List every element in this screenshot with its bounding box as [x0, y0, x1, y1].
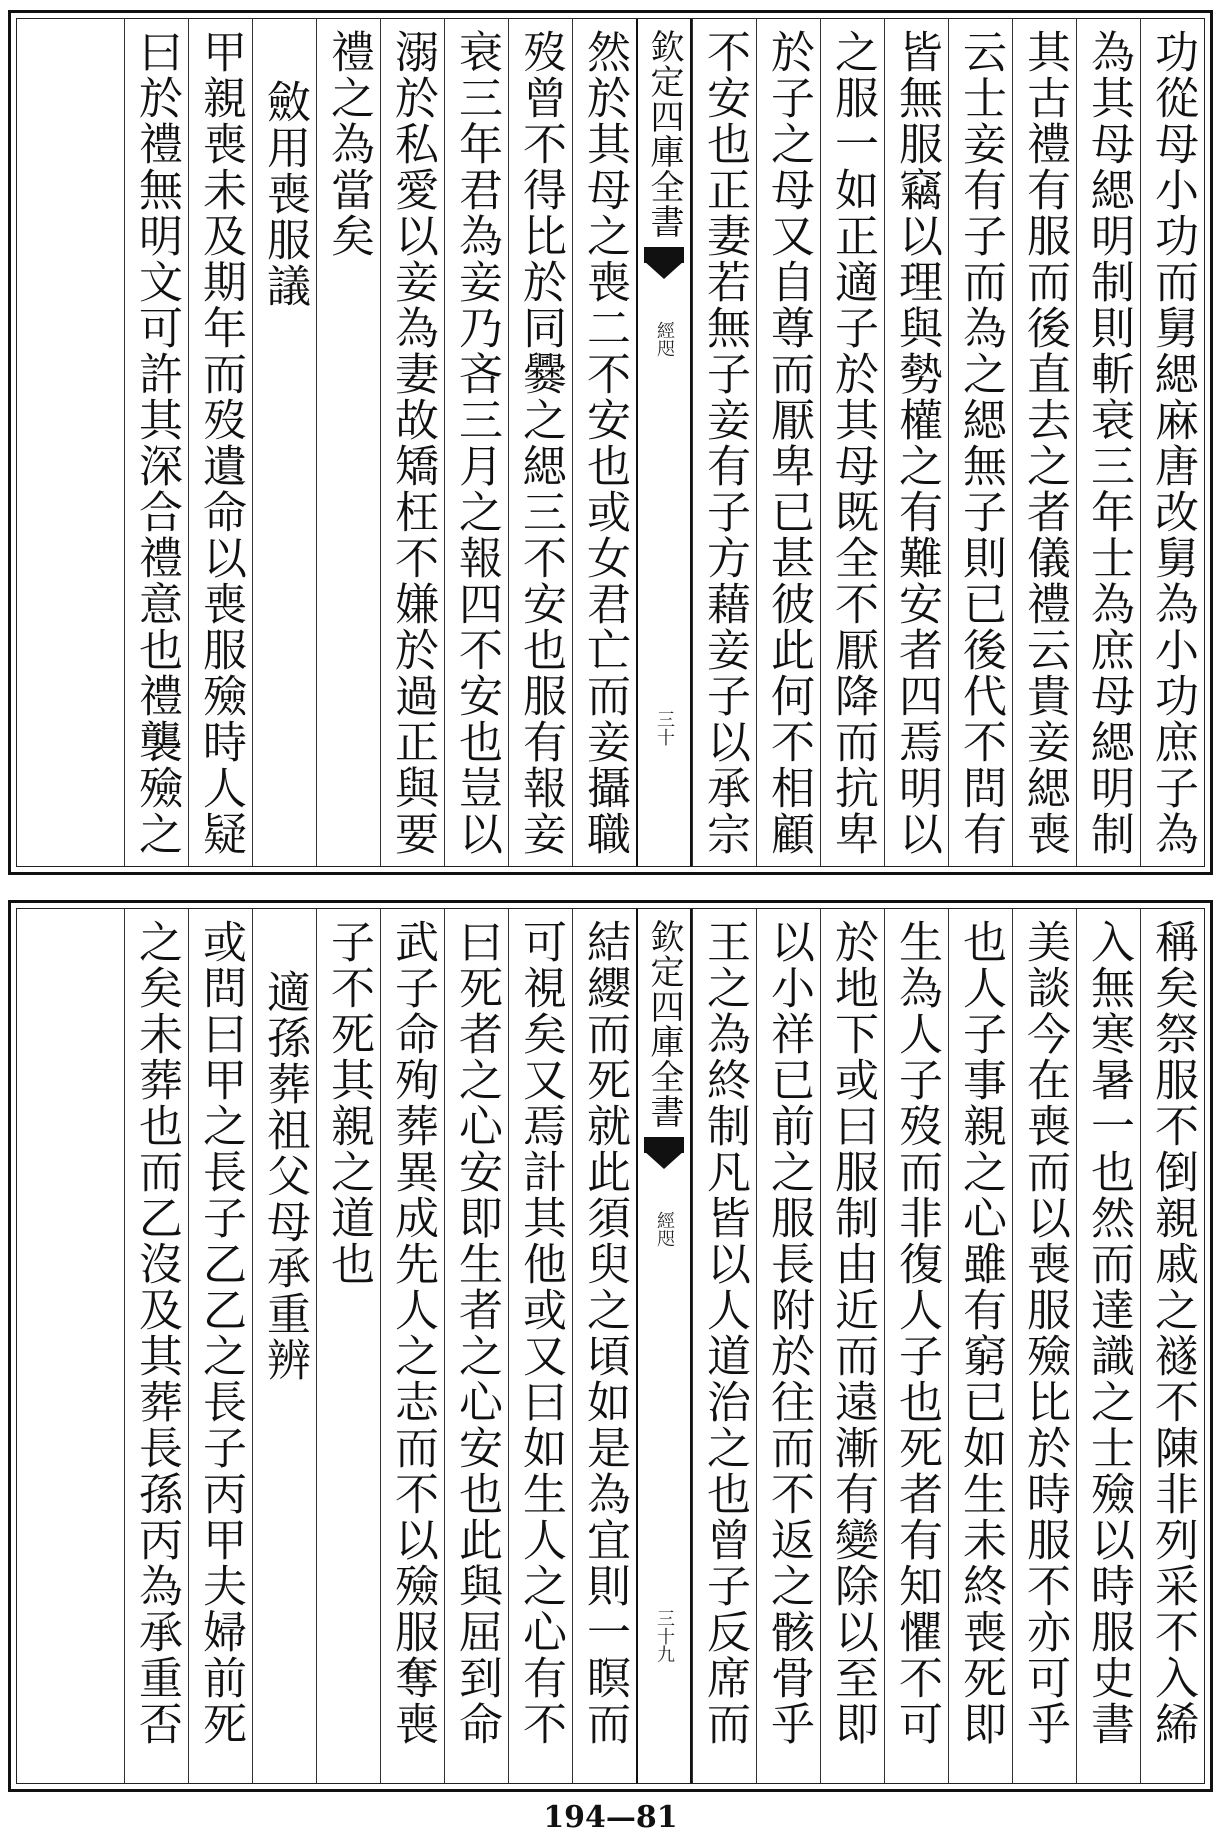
text-column: 皆無服竊以理與勢權之有難安者四焉明以 [884, 19, 948, 866]
fishtail-mark-icon [644, 247, 684, 281]
text-column: 稱矣祭服不倒親戚之襚不陳非列采不入絺 [1140, 909, 1204, 1783]
gutter-book-title: 欽定四庫全書 [644, 919, 684, 1129]
text-column: 功從母小功而舅緦麻唐改舅為小功庶子為 [1140, 19, 1204, 866]
text-column: 曰於禮無明文可許其深合禮意也禮襲殮之 [124, 19, 188, 866]
gutter-book-title: 欽定四庫全書 [644, 29, 684, 239]
text-column: 於地下或曰服制由近而遠漸有變除以至即 [820, 909, 884, 1783]
text-column: 以小祥已前之服長附於往而不返之骸骨乎 [756, 909, 820, 1783]
gutter-leaf-number: 三十九 [654, 1609, 675, 1663]
text-column: 子不死其親之道也 [316, 909, 380, 1783]
text-column: 然於其母之喪二不安也或女君亡而妾攝職 [572, 19, 636, 866]
bottom-columns [17, 909, 1204, 1783]
gutter-section-title: 經咫 [654, 321, 675, 357]
text-column: 於子之母又自尊而厭卑已甚彼此何不相顧 [756, 19, 820, 866]
text-column: 其古禮有服而後直去之者儀禮云貴妾緦喪 [1012, 19, 1076, 866]
text-column: 之服一如正適子於其母既全不厭降而抗卑 [820, 19, 884, 866]
text-column: 或問曰甲之長子乙乙之長子丙甲夫婦前死 [188, 909, 252, 1783]
text-column: 曰死者之心安即生者之心安也此與屈到命 [444, 909, 508, 1783]
text-column: 生為人子歿而非復人子也死者有知懼不可 [884, 909, 948, 1783]
text-column: 王之為終制凡皆以人道治之也曾子反席而 [692, 909, 756, 1783]
text-column: 甲親喪未及期年而歿遺命以喪服殮時人疑 [188, 19, 252, 866]
text-column: 不安也正妻若無子妾有子方藉妾子以承宗 [692, 19, 756, 866]
center-gutter [636, 19, 692, 866]
text-column: 歿曾不得比於同爨之緦三不安也服有報妾 [508, 19, 572, 866]
text-column: 美談今在喪而以喪服殮比於時服不亦可乎 [1012, 909, 1076, 1783]
page-number: 194—81 [543, 1800, 678, 1835]
text-column: 也人子事親之心雖有窮已如生未終喪死即 [948, 909, 1012, 1783]
top-folio [8, 10, 1213, 875]
text-column: 之矣未葬也而乙沒及其葬長孫丙為承重否 [124, 909, 188, 1783]
text-column: 為其母緦明制則斬衰三年士為庶母緦明制 [1076, 19, 1140, 866]
text-column: 衰三年君為妾乃吝三月之報四不安也豈以 [444, 19, 508, 866]
text-column: 可視矣又焉計其他或又曰如生人之心有不 [508, 909, 572, 1783]
text-column: 武子命殉葬異成先人之志而不以殮服奪喪 [380, 909, 444, 1783]
top-columns [17, 19, 1204, 866]
text-column: 入無寒暑一也然而達識之士殮以時服史書 [1076, 909, 1140, 1783]
text-column: 云士妾有子而為之緦無子則已後代不問有 [948, 19, 1012, 866]
gutter-leaf-number: 三十 [654, 710, 675, 746]
text-column: 禮之為當矣 [316, 19, 380, 866]
section-heading: 斂用喪服議 [252, 19, 316, 866]
center-gutter [636, 909, 692, 1783]
text-column: 結纓而死就此須臾之頃如是為宜則一瞑而 [572, 909, 636, 1783]
section-heading: 適孫葬祖父母承重辨 [252, 909, 316, 1783]
fishtail-mark-icon [644, 1137, 684, 1171]
bottom-folio [8, 900, 1213, 1792]
text-column: 溺於私愛以妾為妻故矯枉不嫌於過正與要 [380, 19, 444, 866]
gutter-section-title: 經咫 [654, 1211, 675, 1247]
